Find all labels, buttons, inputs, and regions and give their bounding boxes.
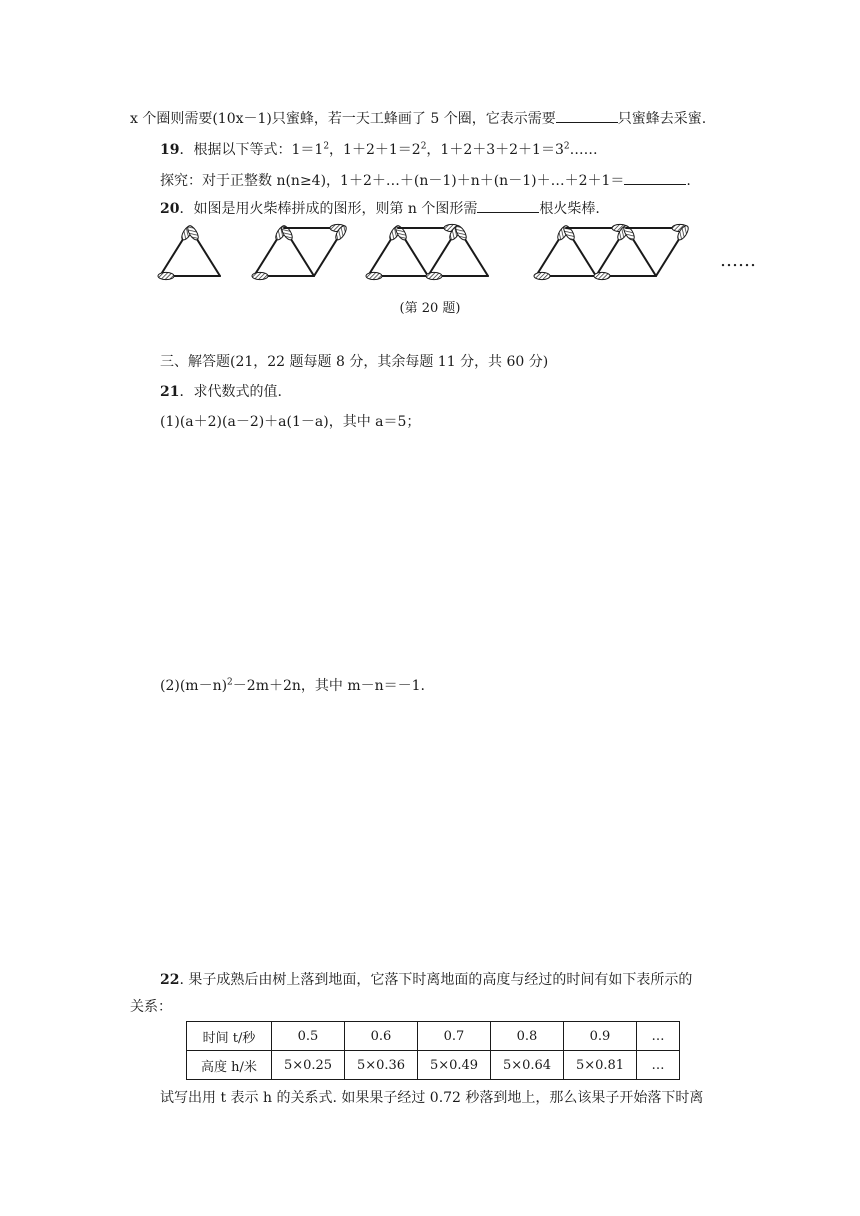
q20-line — [160, 198, 600, 219]
q22-number: 22 — [160, 972, 180, 988]
match-head — [534, 272, 550, 279]
q19-exponent-1: 2 — [323, 141, 330, 152]
q19-text-b: ，1＋2＋1＝2 — [329, 142, 421, 158]
q19-text-c: ，1＋2＋3＋2＋1＝3 — [426, 142, 564, 158]
q21-part1: (1)(a＋2)(a－2)＋a(1－a)，其中 a＝5； — [160, 414, 421, 430]
table-cell: 高度 h/米 — [187, 1051, 272, 1080]
q18-text-end: 只蜜蜂去采蜜. — [617, 111, 707, 127]
table-cell: 0.7 — [418, 1022, 491, 1051]
q21-part2-b: －2m＋2n，其中 m－n＝－1. — [232, 678, 425, 694]
match-head — [252, 272, 268, 279]
q19-explore-end: . — [686, 173, 691, 189]
table-cell: … — [637, 1022, 680, 1051]
q18-tail-line — [130, 108, 706, 129]
table-cell: … — [637, 1051, 680, 1080]
q19-explore-text: 探究：对于正整数 n(n≥4)，1＋2＋…＋(n－1)＋n＋(n－1)＋…＋2＋1＝ — [160, 173, 625, 189]
q20-text-end: 根火柴棒. — [539, 201, 600, 217]
q21-part2 — [160, 676, 425, 696]
fig20-matchstick-figure — [150, 222, 770, 284]
q19-text-a: ．根据以下等式：1＝1 — [179, 142, 324, 158]
q20-answer-blank[interactable] — [477, 198, 539, 213]
match-head — [366, 272, 382, 279]
table-cell: 0.9 — [564, 1022, 637, 1051]
q22-line — [160, 970, 692, 990]
q22-line2: 关系： — [130, 999, 172, 1015]
q19-exponent-3: 2 — [563, 141, 570, 152]
table-cell: 0.5 — [272, 1022, 345, 1051]
table-cell: 5×0.25 — [272, 1051, 345, 1080]
q20-text: ．如图是用火柴棒拼成的图形，则第 n 个图形需 — [179, 201, 478, 217]
q19-number: 19 — [160, 142, 180, 158]
q22-text: . 果子成熟后由树上落到地面，它落下时离地面的高度与经过的时间有如下表所示的 — [179, 972, 693, 988]
q19-exponent-2: 2 — [420, 141, 427, 152]
q21-number: 21 — [160, 384, 180, 400]
q21-part2-exponent: 2 — [227, 677, 233, 688]
table-cell: 0.8 — [491, 1022, 564, 1051]
q19-line — [160, 140, 598, 160]
fig20-ellipsis: …… — [720, 250, 756, 271]
table-row-time — [187, 1022, 680, 1051]
q19-text-d: …… — [569, 142, 598, 158]
match-head — [426, 272, 442, 279]
table-cell: 5×0.36 — [345, 1051, 418, 1080]
fig20-caption: (第 20 题) — [399, 301, 461, 316]
q22-data-table — [186, 1021, 680, 1080]
table-cell: 5×0.49 — [418, 1051, 491, 1080]
table-cell: 5×0.64 — [491, 1051, 564, 1080]
q19-answer-blank[interactable] — [624, 170, 686, 185]
q21-text: ．求代数式的值. — [179, 384, 282, 400]
table-cell: 0.6 — [345, 1022, 418, 1051]
match-head — [158, 272, 174, 279]
q22-after-table: 试写出用 t 表示 h 的关系式. 如果果子经过 0.72 秒落到地上，那么该果子开始落下时离 — [160, 1090, 704, 1106]
q19-explore-line — [160, 170, 691, 191]
q18-text: x 个圈则需要(10x－1)只蜜蜂，若一天工蜂画了 5 个圈，它表示需要 — [130, 111, 556, 127]
table-row-height — [187, 1051, 680, 1080]
section3-heading: 三、解答题(21，22 题每题 8 分，其余每题 11 分，共 60 分) — [160, 354, 549, 370]
q20-number: 20 — [160, 201, 180, 217]
q18-answer-blank[interactable] — [556, 108, 618, 123]
match-head — [594, 272, 610, 279]
q21-line — [160, 382, 282, 402]
table-cell: 5×0.81 — [564, 1051, 637, 1080]
q21-part2-a: (2)(m－n) — [160, 678, 228, 694]
table-cell: 时间 t/秒 — [187, 1022, 272, 1051]
